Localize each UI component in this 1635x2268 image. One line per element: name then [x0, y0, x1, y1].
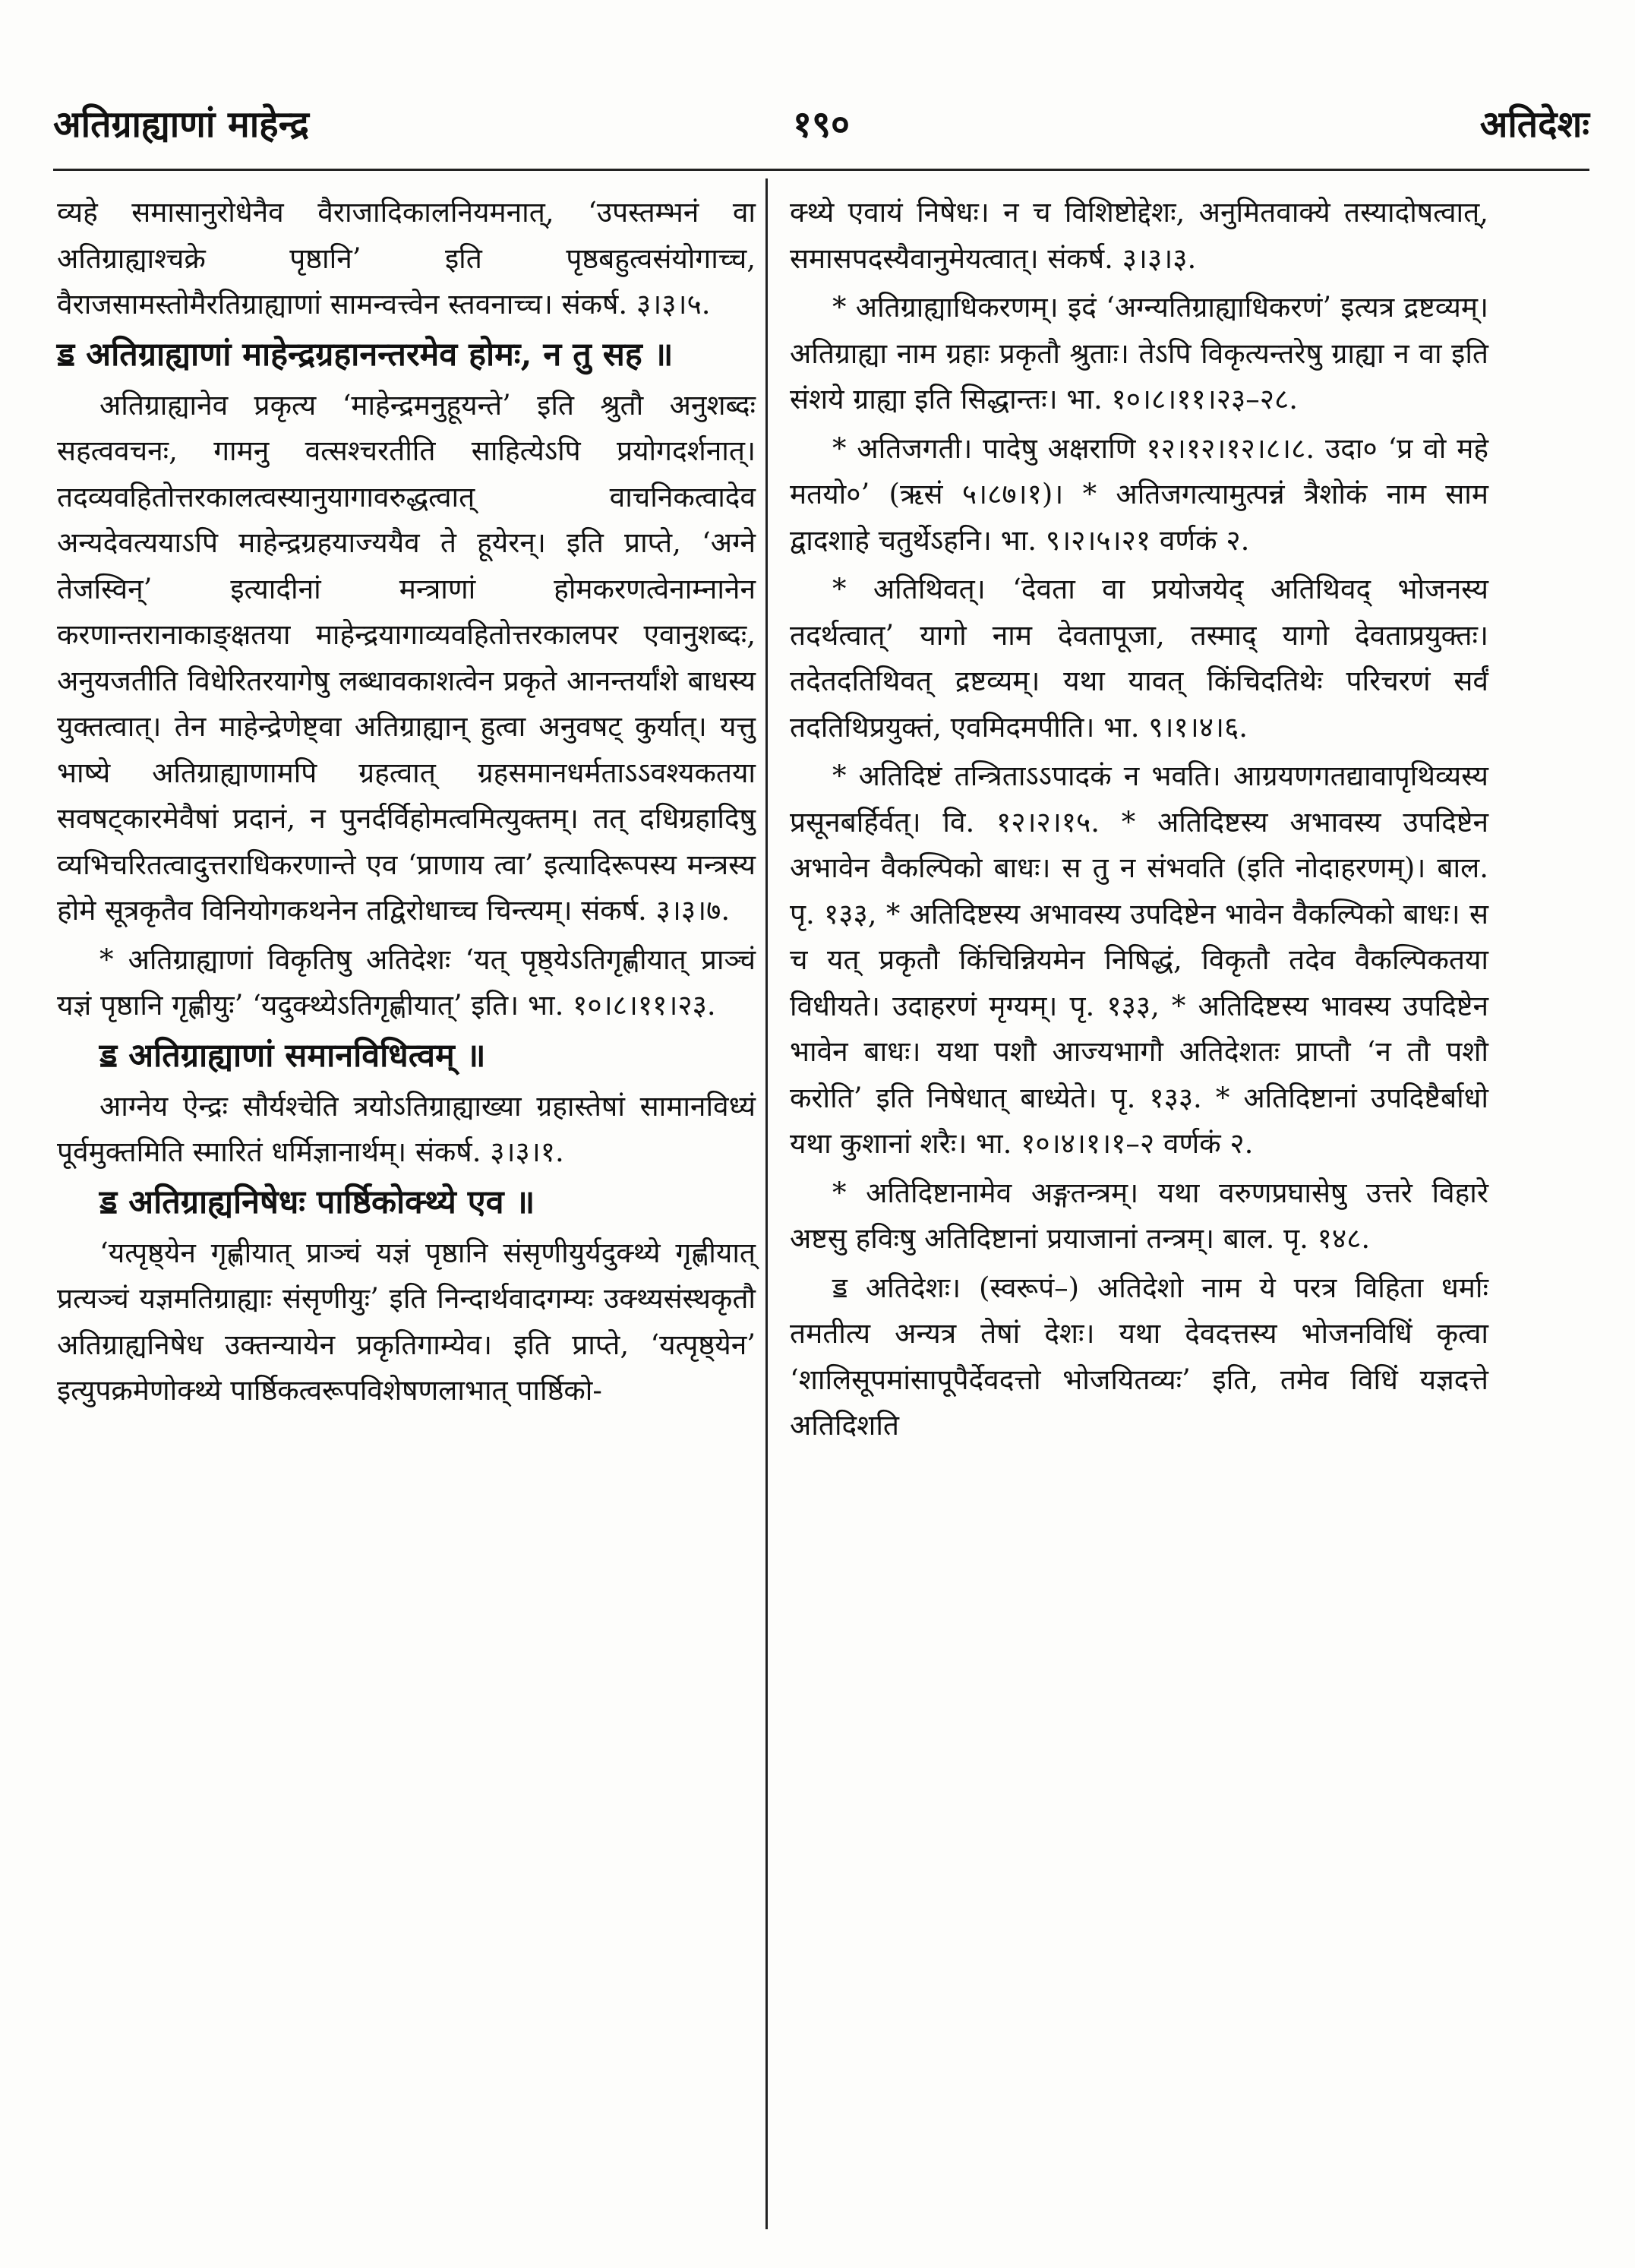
- para-right-2: * अतिजगती। पादेषु अक्षराणि १२।१२।१२।८।८. उदा० ‘प्र वो महे मतयो०’ (ऋसं ५।८७।१)। * अतिजगत्यामुत्पन्नं त्रैशोकं नाम साम द्वादशाहे चतुर्थेऽहनि। भा. ९।२।५।२१ वर्णकं २.: [790, 431, 1488, 557]
- heading-left-4: ॾ अतिग्राह्याणां समानविधित्वम् ॥: [99, 1036, 486, 1075]
- para-right-4: * अतिदिष्टं तन्त्रिताऽऽपादकं न भवति। आग्रयणगतद्यावापृथिव्यस्य प्रसूनबर्हिर्वत्। वि. १२।२।१५. * अतिदिष्टस्य अभावस्य उपदिष्टेन अभावेन वैकल्पिको बाधः। स तु न संभवति (इति नोदाहरणम्)। बाल. पृ. १३३, * अतिदिष्टस्य अभावस्य उपदिष्टेन भावेन वैकल्पिको बाधः। स च यत् प्रकृतौ किंचिन्नियमेन निषिद्धं, विकृतौ तदेव वैकल्पिकतया विधीयते। उदाहरणं मृग्यम्। पृ. १३३, * अतिदिष्टस्य भावस्य उपदिष्टेन भावेन बाधः। यथा पशौ आज्यभागौ अतिदेशतः प्राप्तौ ‘न तौ पशौ करोति’ इति निषेधात् बाध्येते। पृ. १३३. * अतिदिष्टानां उपदिष्टैर्बाधो यथा कुशानां शरैः। भा. १०।४।१।१–२ वर्णकं २.: [790, 760, 1488, 1160]
- para-right-5: * अतिदिष्टानामेव अङ्गतन्त्रम्। यथा वरुणप्रघासेषु उत्तरे विहारे अष्टसु हविःषु अतिदिष्टानां प्रयाजानां तन्त्रम्। बाल. पृ. १४८.: [790, 1176, 1488, 1255]
- left-column: [57, 190, 756, 1417]
- para-right-1: * अतिग्राह्याधिकरणम्। इदं ‘अग्न्यतिग्राह्याधिकरणं’ इत्यत्र द्रष्टव्यम्। अतिग्राह्या नाम ग्रहाः प्रकृतौ श्रुताः। तेऽपि विकृत्यन्तरेषु ग्राह्या न वा इति संशये ग्राह्या इति सिद्धान्तः। भा. १०।८।११।२३–२८.: [790, 291, 1488, 415]
- para-left-0: व्यहे समासानुरोधेनैव वैराजादिकालनियमनात्, ‘उपस्तम्भनं वा अतिग्राह्याश्चक्रे पृष्ठानि’ इति पृष्ठबहुत्वसंयोगाच्च, वैराजसामस्तोमैरतिग्राह्याणां सामन्वत्त्वेन स्तवनाच्च। संकर्ष. ३।३।५.: [57, 196, 756, 321]
- para-left-2: अतिग्राह्यानेव प्रकृत्य ‘माहेन्द्रमनुहूयन्ते’ इति श्रुतौ अनुशब्दः सहत्ववचनः, गामनु वत्सश्चरतीति साहित्येऽपि प्रयोगदर्शनात्। तदव्यवहितोत्तरकालत्वस्यानुयागावरुद्धत्वात् वाचनिकत्वादेव अन्यदेवत्ययाऽपि माहेन्द्रग्रहयाज्ययैव ते हूयेरन्। इति प्राप्ते, ‘अग्ने तेजस्विन्’ इत्यादीनां मन्त्राणां होमकरणत्वेनाम्नानेन करणान्तरानाकाङ्क्षतया माहेन्द्रयागाव्यवहितोत्तरकालपर एवानुशब्दः, अनुयजतीति विधेरितरयागेषु लब्धावकाशत्वेन प्रकृते आनन्तर्यांशे बाधस्य युक्तत्वात्। तेन माहेन्द्रेणेष्ट्वा अतिग्राह्यान् हुत्वा अनुवषट् कुर्यात्। यत्तु भाष्ये अतिग्राह्याणामपि ग्रहत्वात् ग्रहसमानधर्मताऽऽवश्यकतया सवषट्कारमेवैषां प्रदानं, न पुनर्दर्विहोमत्वमित्युक्तम्। तत् दधिग्रहादिषु व्यभिचरितत्वादुत्तराधिकरणान्ते एव ‘प्राणाय त्वा’ इत्यादिरूपस्य मन्त्रस्य होमे सूत्रकृतैव विनियोगकथनेन तद्विरोधाच्च चिन्त्यम्। संकर्ष. ३।३।७.: [57, 388, 756, 927]
- para-left-7: ‘यत्पृष्ठ्येन गृह्णीयात् प्राञ्चं यज्ञं पृष्ठानि संसृणीयुर्यदुक्थ्ये गृह्णीयात् प्रत्यञ्चं यज्ञमतिग्राह्याः संसृणीयुः’ इति निन्दार्थवादगम्यः उक्थ्यसंस्थकृतौ अतिग्राह्यनिषेध उक्तन्यायेन प्रकृतिगाम्येव। इति प्राप्ते, ‘यत्पृष्ठ्येन’ इत्युपक्रमेणोक्थ्ये पार्ष्ठिकत्वरूपविशेषणलाभात् पार्ष्ठिको-: [57, 1236, 756, 1407]
- para-right-0: क्थ्ये एवायं निषेधः। न च विशिष्टोद्देशः, अनुमितवाक्ये तस्यादोषत्वात्, समासपदस्यैवानुमेयत्वात्। संकर्ष. ३।३।३.: [790, 196, 1488, 275]
- column-divider: [765, 178, 768, 2229]
- para-right-3: * अतिथिवत्। ‘देवता वा प्रयोजयेद् अतिथिवद् भोजनस्य तदर्थत्वात्’ यागो नाम देवतापूजा, तस्माद् यागो देवताप्रयुक्तः। तदेतदतिथिवत् द्रष्टव्यम्। यथा यावत् किंचिदतिथेः परिचरणं सर्वं तदतिथिप्रयुक्तं, एवमिदमपीति। भा. ९।१।४।६.: [790, 573, 1488, 744]
- heading-left-1: ॾ अतिग्राह्याणां माहेन्द्रग्रहानन्तरमेव होमः, न तु सह ॥: [57, 335, 674, 374]
- heading-left-6: ॾ अतिग्राह्यनिषेधः पार्ष्ठिकोक्थ्ये एव ॥: [99, 1183, 535, 1221]
- para-left-3: * अतिग्राह्याणां विकृतिषु अतिदेशः ‘यत् पृष्ठ्येऽतिगृह्णीयात् प्राञ्चं यज्ञं पृष्ठानि गृह्णीयुः’ ‘यदुक्थ्येऽतिगृह्णीयात्’ इति। भा. १०।८।११।२३.: [57, 943, 756, 1022]
- para-left-5: आग्नेय ऐन्द्रः सौर्यश्चेति त्रयोऽतिग्राह्याख्या ग्रहास्तेषां सामानविध्यं पूर्वमुक्तमिति स्मारितं धर्मिज्ञानार्थम्। संकर्ष. ३।३।१.: [57, 1089, 756, 1168]
- para-right-6: ॾ अतिदेशः। (स्वरूपं–) अतिदेशो नाम ये परत्र विहिता धर्माः तमतीत्य अन्यत्र तेषां देशः। यथा देवदत्तस्य भोजनविधिं कृत्वा ‘शालिसूपमांसापूपैर्देवदत्तो भोजयितव्यः’ इति, तमेव विधिं यज्ञदत्ते अतिदिशति: [790, 1271, 1488, 1442]
- running-head-right: अतिदेशः: [1479, 103, 1589, 146]
- right-column: [790, 190, 1488, 1452]
- header-rule: [53, 169, 1589, 171]
- page-number: १९०: [793, 103, 850, 146]
- running-head-left: अतिग्राह्याणां माहेन्द्र: [53, 103, 309, 146]
- page-header: [53, 99, 1589, 167]
